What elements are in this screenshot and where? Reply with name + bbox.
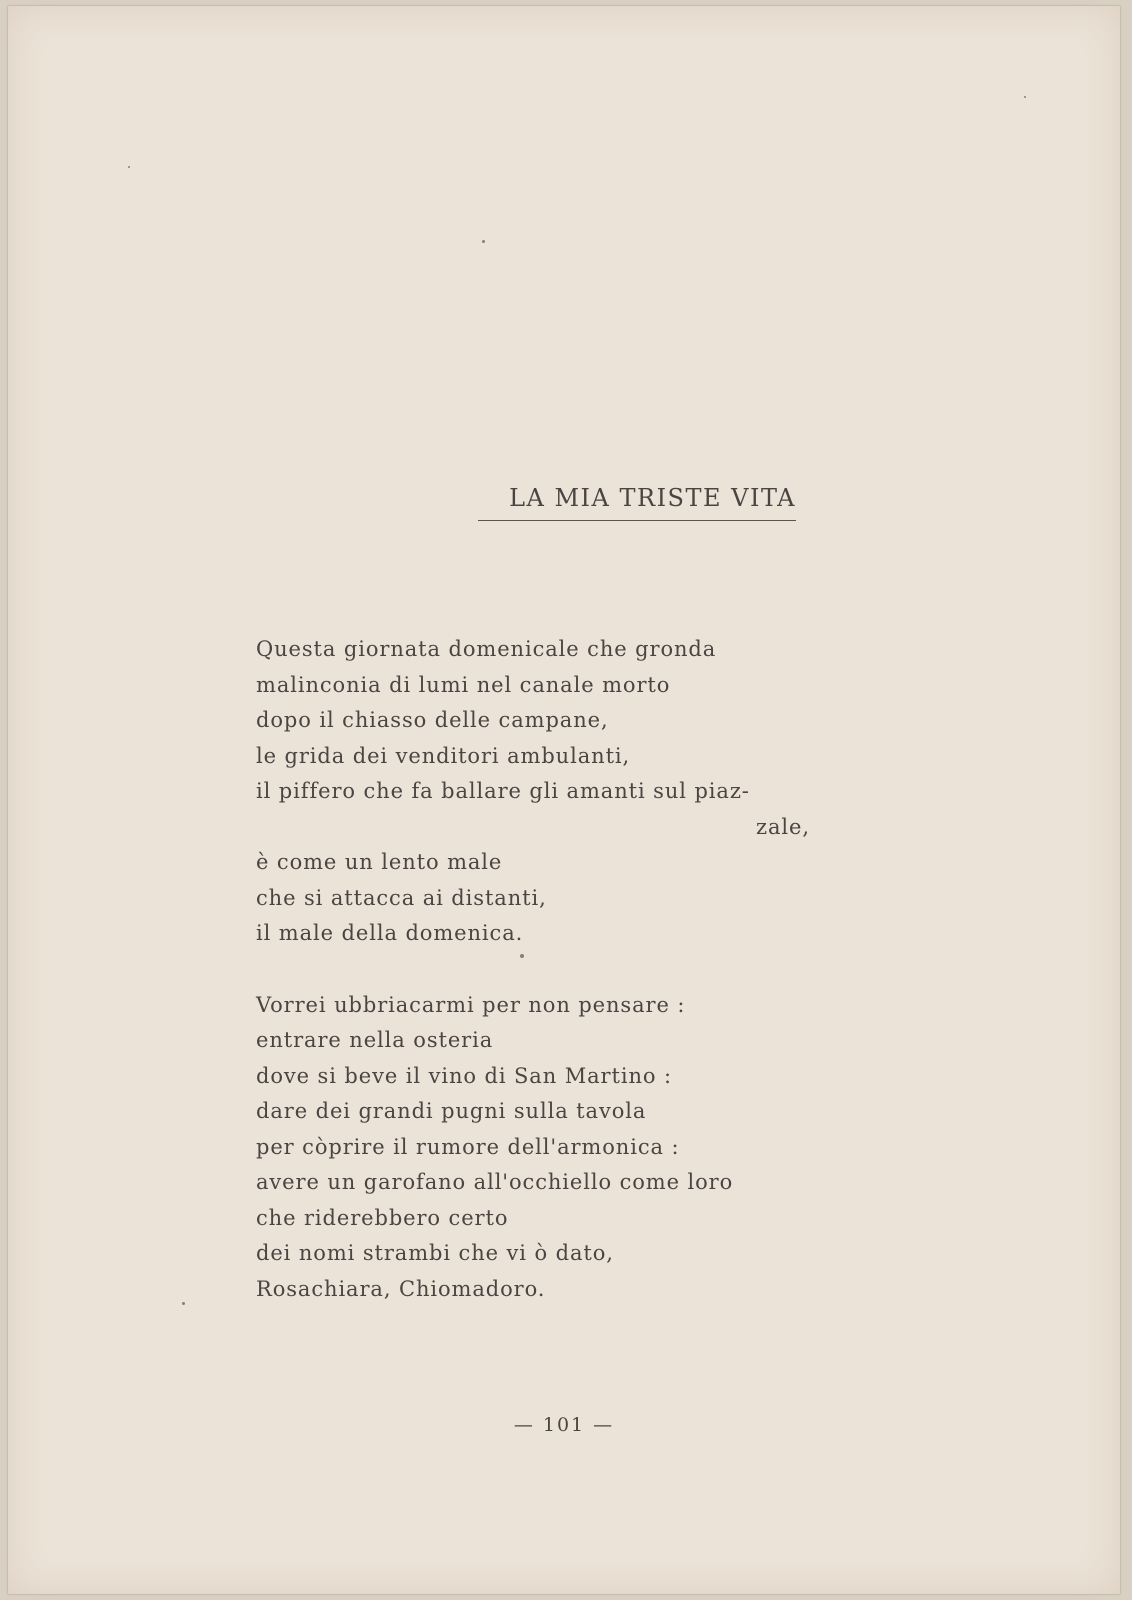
- page-number: — 101 —: [513, 1414, 615, 1436]
- poem-line: dei nomi strambi che vi ò dato,: [256, 1241, 614, 1265]
- poem-line: dopo il chiasso delle campane,: [256, 708, 609, 732]
- poem-line: malinconia di lumi nel canale morto: [256, 672, 671, 697]
- poem-body: [256, 632, 856, 1307]
- poem-line: dove si beve il vino di San Martino :: [256, 1063, 672, 1088]
- poem-line: entrare nella osteria: [256, 1028, 494, 1052]
- poem-line: che riderebbero certo: [256, 1205, 509, 1230]
- paper-speck: [520, 954, 524, 958]
- poem-line: Vorrei ubbriacarmi per non pensare :: [256, 992, 686, 1017]
- title-underline: [478, 520, 796, 521]
- poem-line: è come un lento male: [256, 850, 503, 874]
- paper-speck: [1024, 96, 1026, 98]
- poem-line: Rosachiara, Chiomadoro.: [256, 1276, 546, 1301]
- stanza-break: [256, 952, 856, 988]
- paper-speck: [482, 240, 485, 243]
- poem-line: dare dei grandi pugni sulla tavola: [256, 1099, 647, 1123]
- poem-line: il piffero che fa ballare gli amanti sul piaz-: [256, 779, 750, 803]
- stanza-2: [256, 988, 856, 1308]
- book-page: [8, 6, 1120, 1594]
- poem-line: avere un garofano all'occhiello come loro: [256, 1170, 734, 1194]
- title-block: [478, 484, 798, 521]
- poem-line: che si attacca ai distanti,: [256, 885, 547, 910]
- paper-speck: [128, 166, 130, 168]
- poem-line-continuation: zale,: [756, 814, 810, 839]
- poem-title: LA MIA TRISTE VITA: [509, 484, 796, 512]
- poem-line: Questa giornata domenicale che gronda: [256, 637, 717, 661]
- poem-line: le grida dei venditori ambulanti,: [256, 743, 631, 768]
- poem-line: per còprire il rumore dell'armonica :: [256, 1134, 680, 1159]
- poem-line: il male della domenica.: [256, 921, 524, 945]
- paper-speck: [182, 1302, 185, 1305]
- stanza-1: [256, 632, 856, 952]
